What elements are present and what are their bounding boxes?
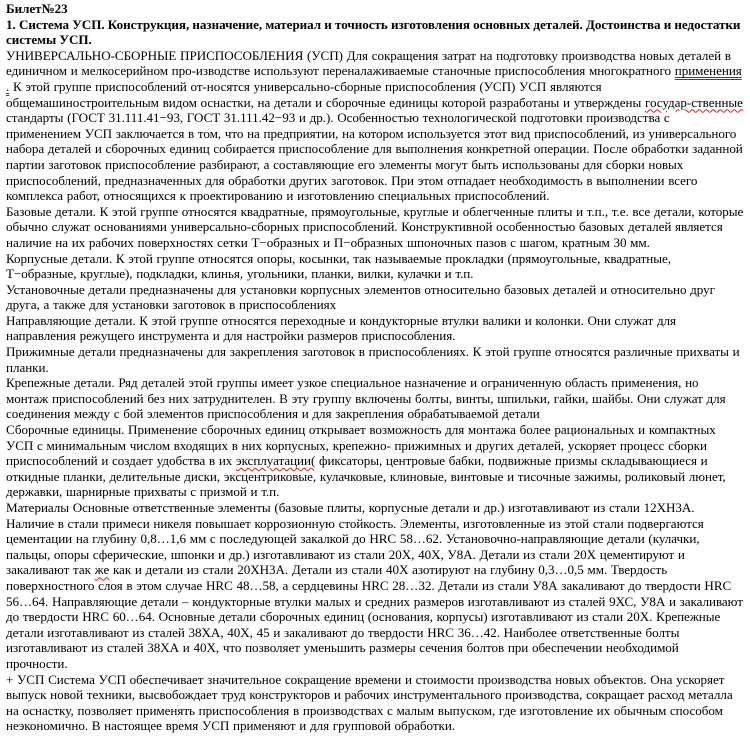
text-run: фиксаторы, центровые бабки, подвижные призмы складывающиеся и откидные планки, делительные диски, эксцентриковые, кулачковые, клиновые, винтовые и тисочные зажимы, роликовый люнет, державки, шарнирные прихваты с призмой и т.п.	[6, 453, 726, 500]
paragraph-fastening-parts: Крепежные детали. Ряд деталей этой группы имеет узкое специальное назначение и ограниченную область применения, но монтаж приспособлений без них затруднителен. В эту группу включены болты, винты, шпильки, гайки, шайбы. Они служат для соединения между с бой элементов приспособления и для закрепления обрабатываемой детали	[6, 375, 726, 422]
paragraph-clamping-parts: Прижимные детали предназначены для закрепления заготовок в приспособлениях. К этой группе относятся различные прихваты и планки.	[6, 344, 740, 375]
spell-marked-word: государ-ственные	[644, 94, 743, 110]
question-heading: 1. Система УСП. Конструкция, назначение, материал и точность изготовления основных деталей. Достоинства и недостатки системы УСП.	[6, 16, 741, 48]
paragraph-usp-intro	[6, 48, 744, 204]
paragraph-body-parts: Корпусные детали. К этой группе относятся опоры, косынки, так называемые прокладки (прямоугольные, квадратные, Т−образные, круглые), подкладки, клинья, угольники, планки, вилки, кулачки и т.п.	[6, 250, 672, 282]
spell-marked-word: эксплуатации(	[236, 453, 316, 469]
paragraph-guide-parts: Направляющие детали. К этой группе относятся переходные и кондукторные втулки валики и колонки. Они служат для направления режущего инструмента и для настройки размеров приспособления.	[6, 312, 677, 344]
text-run: УНИВЕРСАЛЬНО-СБОРНЫЕ ПРИСПОСОБЛЕНИЯ (УСП) Для сокращения затрат на подготовку производства новых деталей в единичном и мелкосерийном про-изводстве используют переналаживаемые станочные приспособления многократного	[6, 47, 731, 79]
text-run: Сборочные единицы. Применение сборочных единиц открывает возможность для монтажа более рациональных и компактных УСП с минимальным числом входящих в них корпусных, крепежно- прижимных и других деталей, ускоряет процесс сборки приспособлений и создает удобства в их	[6, 422, 716, 469]
paragraph-base-parts: Базовые детали. К этой группе относятся квадратные, прямоугольные, круглые и облегченные плиты и т.п., т.е. все детали, которые обычно служат основаниями универсально-сборных приспособлений. Конструктивной особенностью базовых деталей является наличие на их рабочих поверхностях сетки Т−образных и П−образных шпоночных пазов с шагом, кратным 30 мм.	[6, 203, 744, 250]
paragraph-assembly-units	[6, 422, 744, 500]
paragraph-materials	[6, 500, 744, 672]
spell-marked-word: же	[94, 562, 110, 578]
text-run: стандарты (ГОСТ 31.111.41−93, ГОСТ 31.111.42−93 и др.). Особенностью технологической подготовки производства с применением УСП заключается в том, что на предприятии, на котором используется этот вид приспособлений, из универсального набора деталей и сборочных единиц собирается приспособление для выполнения конкретной операции. После обработки заданной партии заготовок приспособление разбирают, а составляющие его элементы могут быть использованы для сборки новых приспособлений, предназначенных для обработки других заготовок. При этом отпадает необходимость в выполнении всего комплекса работ, относящихся к проектированию и изготовлению специальных приспособлений.	[6, 110, 743, 204]
ticket-number: Билет№23	[6, 1, 68, 16]
paragraph-locating-parts: Установочные детали предназначены для установки корпусных элементов относительно базовых деталей и относительно друг друга, а также для установки заготовок в приспособлениях	[6, 281, 715, 313]
text-run: Материалы Основные ответственные элементы (базовые плиты, корпусные детали и др.) изготавливают из стали 12ХН3А. Наличие в стали примеси никеля повышает коррозионную стойкость. Элементы, изготовленные из этой стали подвергаются цементации на глубину 0,8…1,6 мм с последующей закалкой до HRC 58…62. Установочно-направляющие детали (кулачки, пальцы, опоры сферические, шпонки и др.) изготавливают из стали 20Х, 40Х, У8А. Детали из стали 20Х цементируют и закаливают так	[6, 500, 704, 578]
text-run: как и детали из стали 20ХН3А. Детали из стали 40Х азотируют на глубину 0,3…0,5 мм. Твердость поверхностного слоя в этом случае HRC 48…58, а сердцевины HRC 28…32. Детали из стали У8А закаливают до твердости HRC 56…64. Направляющие детали – кондукторные втулки малых и средних размеров изготавливают из сталей 9ХС, У8А и закаливают до твердости HRC 60…64. Основные детали сборочных единиц (основания, корпусы) изготавливают из стали 20Х. Крепежные детали изготавливают из сталей 38ХА, 40Х, 45 и закаливают до твердости HRC 36…42. Наиболее ответственные болты изготавливают из сталей 38ХА и 40Х, что позволяет уменьшить размеры сечения болтов при обеспечении необходимой прочности.	[6, 562, 743, 671]
grammar-marked-word: применения .	[6, 63, 742, 94]
text-run: К этой группе приспособлений от-носятся универсально-сборные приспособления (УСП) УСП являются общемашиностроительным видом оснастки, на детали и сборочные единицы которой разработаны и утверждены	[6, 78, 645, 110]
paragraph-advantages: + УСП Система УСП обеспечивает значительное сокращение времени и стоимости производства новых объектов. Она ускоряет выпуск новой техники, высвобождает труд конструкторов и рабочих инструментального производства, сокращает расход металла на оснастку, позволяет применять приспособления в производствах с малым выпуском, где изготовление их обычным способом неэкономично. В настоящее время УСП применяют и для групповой обработки.	[6, 671, 733, 734]
